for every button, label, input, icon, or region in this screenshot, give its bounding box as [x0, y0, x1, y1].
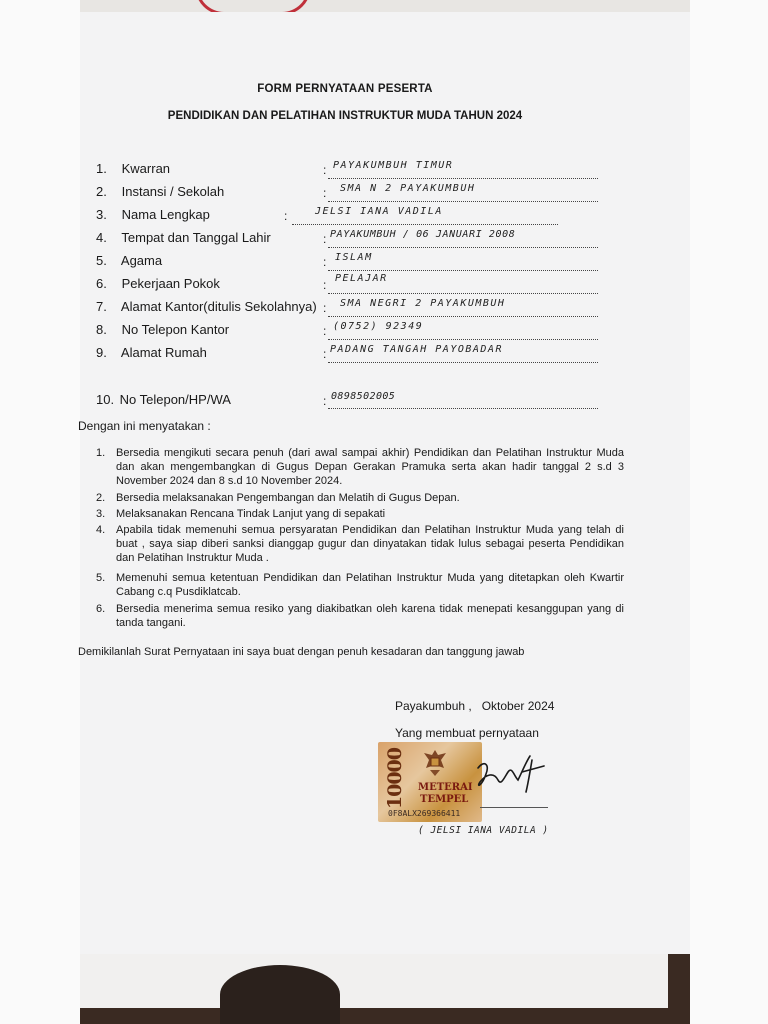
table-surface [80, 1008, 690, 1024]
field-row-instansi [96, 184, 224, 199]
field-num: 7. [96, 299, 107, 314]
colon: : [323, 324, 327, 338]
dotted-line [328, 408, 598, 409]
field-label: Nama Lengkap [121, 207, 210, 222]
field-value-pekerjaan: PELAJAR [335, 273, 388, 284]
field-row-alamat-kantor [96, 299, 317, 314]
background-left [0, 0, 80, 1024]
field-value-alamat-rumah: PADANG TANGAH PAYOBADAR [330, 344, 503, 355]
hand-shadow [220, 965, 340, 1024]
field-label: Kwarran [121, 161, 171, 176]
field-label: No Telepon Kantor [121, 322, 230, 337]
field-num: 5. [96, 253, 107, 268]
field-label: Agama [120, 253, 163, 268]
field-row-hp [96, 392, 231, 407]
field-row-telepon-kantor [96, 322, 229, 337]
stamp-value: 10000 [384, 748, 406, 810]
signatory-name: ( JELSI IANA VADILA ) [418, 825, 549, 836]
colon: : [323, 232, 327, 246]
colon: : [323, 163, 327, 177]
field-num: 10. [96, 392, 115, 407]
colon: : [323, 186, 327, 200]
background-right [690, 0, 768, 1024]
field-value-instansi: SMA N 2 PAYAKUMBUH [340, 183, 476, 194]
field-row-kwarran [96, 161, 170, 176]
dotted-line [328, 178, 598, 179]
form-subtitle: PENDIDIKAN DAN PELATIHAN INSTRUKTUR MUDA TAHUN 2024 [167, 110, 523, 122]
paper-below [80, 954, 668, 1010]
colon: : [323, 394, 327, 408]
item-num: 5. [96, 572, 106, 584]
field-num: 2. [96, 184, 107, 199]
field-value-telepon-kantor: (0752) 92349 [333, 321, 424, 332]
closing-statement: Demikilanlah Surat Pernyataan ini saya buat dengan penuh kesadaran dan tanggung jawab [78, 646, 525, 658]
item-text: Melaksanakan Rencana Tindak Lanjut yang di sepakati [116, 508, 386, 520]
field-label: Instansi / Sekolah [121, 184, 225, 199]
garuda-emblem-icon [422, 748, 448, 778]
colon: : [323, 278, 327, 292]
signature-line [480, 807, 548, 808]
field-value-hp: 0898502005 [331, 391, 396, 402]
field-num: 4. [96, 230, 107, 245]
dotted-line [328, 293, 598, 294]
item-num: 1. [96, 447, 106, 459]
field-value-nama: JELSI IANA VADILA [315, 206, 443, 217]
dotted-line [328, 270, 598, 271]
item-text: Memenuhi semua ketentuan Pendidikan dan Pelatihan Instruktur Muda yang ditetapkan oleh Kwartir Cabang c.q Pusdiklatcab. [116, 572, 624, 598]
field-row-nama [96, 207, 210, 222]
dotted-line [328, 247, 598, 248]
meterai-stamp [378, 742, 482, 822]
colon: : [323, 347, 327, 361]
dotted-line [328, 316, 598, 317]
field-row-ttl [96, 230, 271, 245]
field-row-agama [96, 253, 162, 268]
dotted-line [328, 201, 598, 202]
statement-intro: Dengan ini menyatakan : [78, 419, 211, 433]
field-num: 3. [96, 207, 107, 222]
item-text: Bersedia mengikuti secara penuh (dari awal sampai akhir) Pendidikan dan Pelatihan Instruktur Muda dan akan mengembangkan di Gugus Depan Gerakan Pramuka serta akan hadir tanggal 2 s.d 3 November 2024 dan 8 s.d 10 November 2024. [116, 447, 624, 487]
field-label: Alamat Kantor(ditulis Sekolahnya) [120, 299, 317, 314]
field-row-alamat-rumah [96, 345, 207, 360]
field-label: Pekerjaan Pokok [121, 276, 220, 291]
field-num: 8. [96, 322, 107, 337]
place-date: Payakumbuh , Oktober 2024 [395, 699, 555, 713]
item-text: Bersedia menerima semua resiko yang diakibatkan oleh karena tidak menepati kesanggupan yang di tanda tangani. [116, 603, 624, 629]
item-num: 2. [96, 492, 106, 504]
maker-label: Yang membuat pernyataan [395, 726, 539, 740]
field-label: Tempat dan Tanggal Lahir [121, 230, 271, 245]
item-num: 3. [96, 508, 106, 520]
field-value-alamat-kantor: SMA NEGRI 2 PAYAKUMBUH [340, 298, 506, 309]
field-value-kwarran: PAYAKUMBUH TIMUR [333, 160, 454, 171]
stamp-word-meterai: METERAI [418, 782, 473, 793]
field-num: 9. [96, 345, 107, 360]
field-num: 6. [96, 276, 107, 291]
field-value-agama: ISLAM [335, 252, 373, 263]
field-num: 1. [96, 161, 107, 176]
stamp-code: 0F8ALX269366411 [388, 809, 461, 818]
field-row-pekerjaan [96, 276, 220, 291]
colon: : [323, 255, 327, 269]
item-num: 4. [96, 524, 106, 536]
item-text: Apabila tidak memenuhi semua persyaratan Pendidikan dan Pelatihan Instruktur Muda yang telah di buat , saya siap diberi sanksi dianggap gugur dan dinyatakan tidak lulus sebagai peserta Pendidikan dan Pelatihan Instruktur Muda . [116, 524, 624, 564]
dotted-line [292, 224, 558, 225]
colon: : [323, 301, 327, 315]
dotted-line [328, 362, 598, 363]
dotted-line [328, 339, 598, 340]
item-num: 6. [96, 603, 106, 615]
handwritten-signature [470, 752, 560, 802]
field-label: Alamat Rumah [120, 345, 207, 360]
stamp-word-tempel: TEMPEL [420, 794, 469, 805]
field-label: No Telepon/HP/WA [119, 392, 231, 407]
form-title: FORM PERNYATAAN PESERTA [257, 83, 433, 95]
item-text: Bersedia melaksanakan Pengembangan dan Melatih di Gugus Depan. [116, 492, 460, 504]
field-value-ttl: PAYAKUMBUH / 06 JANUARI 2008 [330, 229, 516, 240]
colon: : [284, 209, 288, 223]
